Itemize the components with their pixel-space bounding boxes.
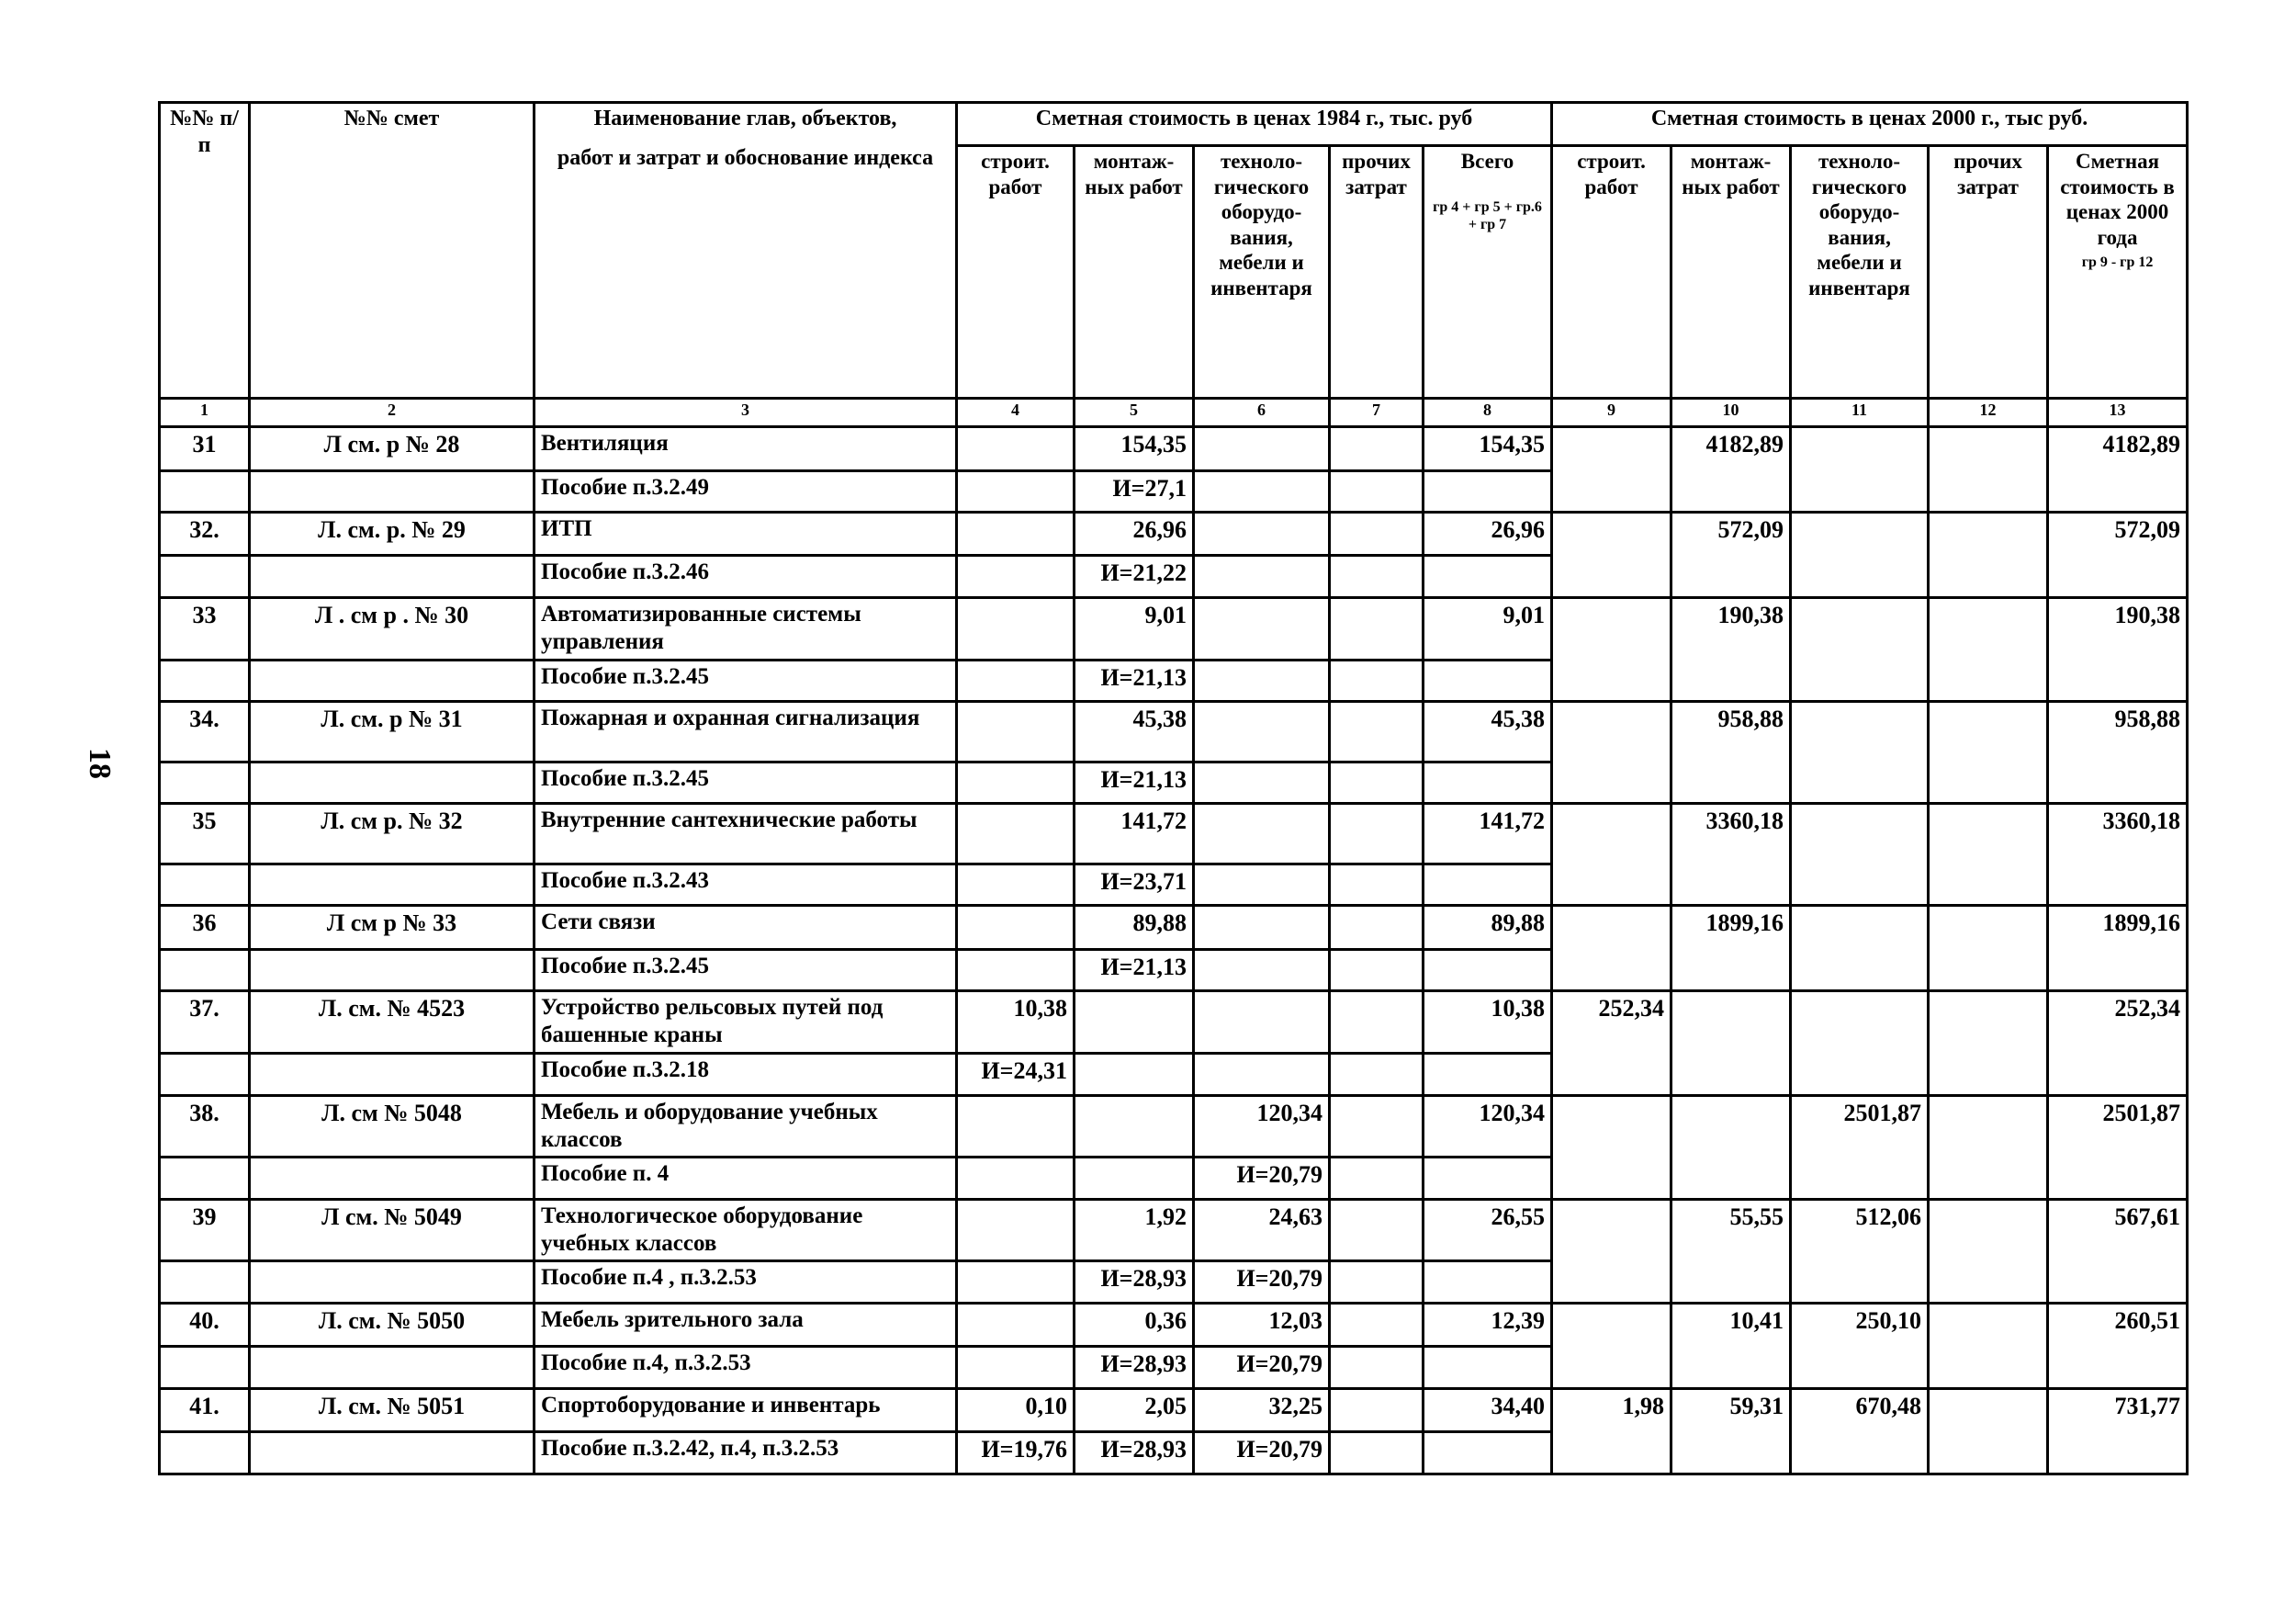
index-installation: И=27,1 — [1075, 470, 1194, 512]
index-basis: Пособие п.3.2.42, п.4, п.3.2.53 — [535, 1432, 957, 1474]
header-group-1984: Сметная стоимость в ценах 1984 г., тыс. руб — [957, 103, 1552, 146]
header-1984-installation: монтаж-ных работ — [1075, 146, 1194, 399]
value-1984-c4 — [957, 512, 1075, 556]
value-1984-c5: 141,72 — [1075, 804, 1194, 864]
value-1984-c4: 0,10 — [957, 1388, 1075, 1432]
value-1984-c5: 89,88 — [1075, 906, 1194, 950]
value-1984-c5: 0,36 — [1075, 1303, 1194, 1347]
value-2000-c11 — [1791, 906, 1929, 991]
value-2000-c12 — [1929, 1199, 2048, 1303]
column-number: 9 — [1552, 399, 1671, 427]
row-number-empty — [160, 556, 250, 597]
index-equipment: И=20,79 — [1194, 1261, 1330, 1303]
value-2000-c12 — [1929, 991, 2048, 1095]
value-2000-c9 — [1552, 804, 1671, 906]
item-name: Мебель и оборудование учебных классов — [535, 1095, 957, 1158]
row-number: 33 — [160, 597, 250, 660]
value-2000-c10: 958,88 — [1671, 702, 1791, 804]
index-installation — [1075, 1054, 1194, 1095]
value-1984-c6 — [1194, 597, 1330, 660]
table-row — [160, 804, 2188, 864]
column-number: 13 — [2048, 399, 2188, 427]
row-number: 32. — [160, 512, 250, 556]
row-number: 36 — [160, 906, 250, 950]
value-2000-c9: 252,34 — [1552, 991, 1671, 1095]
table-row — [160, 991, 2188, 1054]
index-equipment — [1194, 660, 1330, 701]
estimate-number: Л. см. № 5050 — [250, 1303, 535, 1347]
value-2000-c10: 190,38 — [1671, 597, 1791, 701]
column-number: 12 — [1929, 399, 2048, 427]
value-2000-c13: 260,51 — [2048, 1303, 2188, 1388]
estimate-number-empty — [250, 1432, 535, 1474]
value-1984-c5: 154,35 — [1075, 427, 1194, 471]
row-number-empty — [160, 470, 250, 512]
index-installation: И=23,71 — [1075, 864, 1194, 905]
value-2000-c9 — [1552, 597, 1671, 701]
index-construction — [957, 1261, 1075, 1303]
index-total-empty — [1424, 470, 1552, 512]
value-2000-c12 — [1929, 906, 2048, 991]
index-installation: И=21,13 — [1075, 660, 1194, 701]
column-number: 3 — [535, 399, 957, 427]
row-number-empty — [160, 1347, 250, 1388]
row-number: 39 — [160, 1199, 250, 1261]
header-1984-total — [1424, 146, 1552, 399]
estimate-number: Л см. № 5049 — [250, 1199, 535, 1261]
index-construction: И=19,76 — [957, 1432, 1075, 1474]
value-1984-c4 — [957, 1095, 1075, 1158]
header-1984-construction: строит. работ — [957, 146, 1075, 399]
value-1984-c6 — [1194, 427, 1330, 471]
estimate-number-empty — [250, 1347, 535, 1388]
index-other-empty — [1330, 470, 1424, 512]
row-number-empty — [160, 1432, 250, 1474]
value-1984-c6 — [1194, 512, 1330, 556]
header-2000-installation: монтаж-ных работ — [1671, 146, 1791, 399]
value-2000-c11 — [1791, 427, 1929, 513]
table-row — [160, 427, 2188, 471]
value-1984-c8: 45,38 — [1424, 702, 1552, 762]
value-2000-c9 — [1552, 1303, 1671, 1388]
header-1984-other: прочих затрат — [1330, 146, 1424, 399]
index-total-empty — [1424, 1158, 1552, 1199]
index-other-empty — [1330, 660, 1424, 701]
estimate-number: Л см. р № 28 — [250, 427, 535, 471]
item-name: Технологическое оборудование учебных классов — [535, 1199, 957, 1261]
value-1984-c6 — [1194, 906, 1330, 950]
value-2000-c12 — [1929, 427, 2048, 513]
value-1984-c5: 2,05 — [1075, 1388, 1194, 1432]
column-number-row — [160, 399, 2188, 427]
value-1984-c4 — [957, 804, 1075, 864]
item-name: Устройство рельсовых путей под башенные краны — [535, 991, 957, 1054]
value-1984-c8: 9,01 — [1424, 597, 1552, 660]
item-name: Мебель зрительного зала — [535, 1303, 957, 1347]
value-1984-c8: 141,72 — [1424, 804, 1552, 864]
index-total-empty — [1424, 1054, 1552, 1095]
header-1984-equipment: техноло-гического оборудо-вания, мебели и инвентаря — [1194, 146, 1330, 399]
index-basis: Пособие п.3.2.46 — [535, 556, 957, 597]
value-1984-c5: 45,38 — [1075, 702, 1194, 762]
value-2000-c10: 55,55 — [1671, 1199, 1791, 1303]
value-2000-c9 — [1552, 702, 1671, 804]
estimate-number-empty — [250, 556, 535, 597]
row-number: 31 — [160, 427, 250, 471]
row-number-empty — [160, 949, 250, 990]
header-estimate-no: №№ смет — [250, 103, 535, 399]
value-1984-c8: 154,35 — [1424, 427, 1552, 471]
value-1984-c4 — [957, 702, 1075, 762]
item-name: Сети связи — [535, 906, 957, 950]
index-equipment — [1194, 1054, 1330, 1095]
estimate-number: Л см р № 33 — [250, 906, 535, 950]
value-1984-c6: 12,03 — [1194, 1303, 1330, 1347]
index-other-empty — [1330, 556, 1424, 597]
page-number: 18 — [83, 748, 117, 779]
header-2000-total-label: Сметная стоимость в ценах 2000 года — [2060, 150, 2175, 249]
estimate-number: Л. см. № 4523 — [250, 991, 535, 1054]
estimate-number: Л. см. № 5051 — [250, 1388, 535, 1432]
value-1984-c4 — [957, 597, 1075, 660]
value-2000-c10: 1899,16 — [1671, 906, 1791, 991]
value-1984-c6: 24,63 — [1194, 1199, 1330, 1261]
index-equipment: И=20,79 — [1194, 1347, 1330, 1388]
value-2000-c11: 2501,87 — [1791, 1095, 1929, 1199]
header-2000-total — [2048, 146, 2188, 399]
table-row — [160, 1303, 2188, 1347]
column-number: 7 — [1330, 399, 1424, 427]
index-basis: Пособие п.3.2.45 — [535, 660, 957, 701]
value-2000-c13: 252,34 — [2048, 991, 2188, 1095]
value-1984-c8: 26,96 — [1424, 512, 1552, 556]
index-installation: И=21,22 — [1075, 556, 1194, 597]
row-number-empty — [160, 1158, 250, 1199]
estimate-number-empty — [250, 660, 535, 701]
estimate-number-empty — [250, 1054, 535, 1095]
index-equipment — [1194, 762, 1330, 803]
value-2000-c12 — [1929, 804, 2048, 906]
estimate-number-empty — [250, 762, 535, 803]
value-1984-c5: 26,96 — [1075, 512, 1194, 556]
column-number: 10 — [1671, 399, 1791, 427]
row-number: 35 — [160, 804, 250, 864]
header-group-2000: Сметная стоимость в ценах 2000 г., тыс руб. — [1552, 103, 2188, 146]
value-2000-c9 — [1552, 906, 1671, 991]
value-1984-c7 — [1330, 702, 1424, 762]
value-2000-c10: 3360,18 — [1671, 804, 1791, 906]
value-1984-c6: 32,25 — [1194, 1388, 1330, 1432]
table-body — [160, 427, 2188, 1474]
row-number: 38. — [160, 1095, 250, 1158]
estimate-number: Л. см. р. № 29 — [250, 512, 535, 556]
value-1984-c7 — [1330, 512, 1424, 556]
index-basis: Пособие п.3.2.43 — [535, 864, 957, 905]
index-construction — [957, 660, 1075, 701]
value-2000-c11: 670,48 — [1791, 1388, 1929, 1474]
table-row — [160, 906, 2188, 950]
value-1984-c8: 120,34 — [1424, 1095, 1552, 1158]
value-2000-c9 — [1552, 1199, 1671, 1303]
row-number-empty — [160, 1054, 250, 1095]
table-row — [160, 1388, 2188, 1432]
index-construction — [957, 1158, 1075, 1199]
value-2000-c10 — [1671, 991, 1791, 1095]
row-number: 40. — [160, 1303, 250, 1347]
index-other-empty — [1330, 864, 1424, 905]
estimate-number-empty — [250, 949, 535, 990]
value-2000-c10: 59,31 — [1671, 1388, 1791, 1474]
value-1984-c5: 1,92 — [1075, 1199, 1194, 1261]
column-number: 5 — [1075, 399, 1194, 427]
value-1984-c4 — [957, 906, 1075, 950]
index-total-empty — [1424, 864, 1552, 905]
value-1984-c8: 26,55 — [1424, 1199, 1552, 1261]
item-name: Спортоборудование и инвентарь — [535, 1388, 957, 1432]
value-1984-c7 — [1330, 1199, 1424, 1261]
value-2000-c12 — [1929, 1303, 2048, 1388]
value-2000-c13: 1899,16 — [2048, 906, 2188, 991]
item-name: Вентиляция — [535, 427, 957, 471]
value-2000-c11 — [1791, 597, 1929, 701]
column-number: 1 — [160, 399, 250, 427]
index-construction — [957, 864, 1075, 905]
value-2000-c12 — [1929, 702, 2048, 804]
value-2000-c10 — [1671, 1095, 1791, 1199]
value-1984-c6 — [1194, 991, 1330, 1054]
value-1984-c7 — [1330, 1388, 1424, 1432]
index-construction — [957, 949, 1075, 990]
value-1984-c7 — [1330, 1303, 1424, 1347]
header-name-line1: Наименование глав, объектов, — [593, 107, 897, 130]
estimate-number-empty — [250, 1158, 535, 1199]
index-equipment: И=20,79 — [1194, 1432, 1330, 1474]
index-construction — [957, 1347, 1075, 1388]
table-row — [160, 597, 2188, 660]
column-number: 6 — [1194, 399, 1330, 427]
value-2000-c13: 190,38 — [2048, 597, 2188, 701]
value-2000-c9 — [1552, 427, 1671, 513]
index-total-empty — [1424, 1432, 1552, 1474]
column-number: 2 — [250, 399, 535, 427]
header-2000-other: прочих затрат — [1929, 146, 2048, 399]
column-number: 8 — [1424, 399, 1552, 427]
value-2000-c13: 3360,18 — [2048, 804, 2188, 906]
index-equipment — [1194, 864, 1330, 905]
header-2000-construction: строит. работ — [1552, 146, 1671, 399]
value-1984-c5 — [1075, 1095, 1194, 1158]
value-2000-c11 — [1791, 512, 1929, 597]
index-basis: Пособие п.3.2.45 — [535, 762, 957, 803]
value-2000-c12 — [1929, 1095, 2048, 1199]
index-other-empty — [1330, 1158, 1424, 1199]
item-name: Автоматизированные системы управления — [535, 597, 957, 660]
value-2000-c11 — [1791, 991, 1929, 1095]
index-total-empty — [1424, 1347, 1552, 1388]
item-name: Внутренние сантехнические работы — [535, 804, 957, 864]
value-2000-c12 — [1929, 1388, 2048, 1474]
index-installation: И=28,93 — [1075, 1347, 1194, 1388]
index-installation: И=28,93 — [1075, 1432, 1194, 1474]
header-name-line2: работ и затрат и обоснование индекса — [557, 145, 934, 170]
header-pp: №№ п/п — [160, 103, 250, 399]
index-construction — [957, 762, 1075, 803]
index-basis: Пособие п.4 , п.3.2.53 — [535, 1261, 957, 1303]
column-number: 11 — [1791, 399, 1929, 427]
value-1984-c5: 9,01 — [1075, 597, 1194, 660]
value-2000-c10: 572,09 — [1671, 512, 1791, 597]
index-other-empty — [1330, 949, 1424, 990]
value-1984-c8: 34,40 — [1424, 1388, 1552, 1432]
index-equipment — [1194, 470, 1330, 512]
row-number: 34. — [160, 702, 250, 762]
row-number: 37. — [160, 991, 250, 1054]
table-row — [160, 512, 2188, 556]
value-1984-c7 — [1330, 906, 1424, 950]
value-1984-c6: 120,34 — [1194, 1095, 1330, 1158]
value-1984-c8: 10,38 — [1424, 991, 1552, 1054]
value-2000-c13: 572,09 — [2048, 512, 2188, 597]
item-name: Пожарная и охранная сигнализация — [535, 702, 957, 762]
header-1984-total-label: Всего — [1460, 150, 1514, 173]
index-basis: Пособие п.3.2.45 — [535, 949, 957, 990]
index-construction — [957, 470, 1075, 512]
value-2000-c9: 1,98 — [1552, 1388, 1671, 1474]
index-construction: И=24,31 — [957, 1054, 1075, 1095]
index-other-empty — [1330, 1432, 1424, 1474]
estimate-number-empty — [250, 470, 535, 512]
value-2000-c9 — [1552, 1095, 1671, 1199]
row-number-empty — [160, 660, 250, 701]
value-2000-c12 — [1929, 512, 2048, 597]
estimate-table — [158, 101, 2189, 1475]
header-2000-equipment: техноло-гического оборудо-вания, мебели и инвентаря — [1791, 146, 1929, 399]
index-total-empty — [1424, 660, 1552, 701]
index-installation: И=21,13 — [1075, 762, 1194, 803]
estimate-number: Л. см № 5048 — [250, 1095, 535, 1158]
index-total-empty — [1424, 556, 1552, 597]
index-basis: Пособие п.3.2.49 — [535, 470, 957, 512]
value-1984-c7 — [1330, 1095, 1424, 1158]
estimate-number-empty — [250, 1261, 535, 1303]
value-2000-c13: 4182,89 — [2048, 427, 2188, 513]
index-other-empty — [1330, 1054, 1424, 1095]
index-equipment — [1194, 556, 1330, 597]
index-installation — [1075, 1158, 1194, 1199]
index-installation: И=28,93 — [1075, 1261, 1194, 1303]
item-name: ИТП — [535, 512, 957, 556]
estimate-number: Л. см. р № 31 — [250, 702, 535, 762]
value-1984-c8: 12,39 — [1424, 1303, 1552, 1347]
value-1984-c7 — [1330, 597, 1424, 660]
index-basis: Пособие п.4, п.3.2.53 — [535, 1347, 957, 1388]
row-number-empty — [160, 1261, 250, 1303]
value-2000-c10: 10,41 — [1671, 1303, 1791, 1388]
column-number: 4 — [957, 399, 1075, 427]
index-total-empty — [1424, 1261, 1552, 1303]
value-1984-c4 — [957, 1303, 1075, 1347]
value-2000-c13: 2501,87 — [2048, 1095, 2188, 1199]
index-total-empty — [1424, 762, 1552, 803]
value-2000-c12 — [1929, 597, 2048, 701]
header-2000-total-formula: гр 9 - гр 12 — [2081, 254, 2154, 271]
row-number-empty — [160, 864, 250, 905]
index-installation: И=21,13 — [1075, 949, 1194, 990]
value-2000-c13: 958,88 — [2048, 702, 2188, 804]
estimate-number-empty — [250, 864, 535, 905]
value-1984-c6 — [1194, 804, 1330, 864]
table-row — [160, 702, 2188, 762]
row-number-empty — [160, 762, 250, 803]
index-equipment: И=20,79 — [1194, 1158, 1330, 1199]
row-number: 41. — [160, 1388, 250, 1432]
value-1984-c7 — [1330, 804, 1424, 864]
value-2000-c10: 4182,89 — [1671, 427, 1791, 513]
value-1984-c5 — [1075, 991, 1194, 1054]
index-basis: Пособие п. 4 — [535, 1158, 957, 1199]
estimate-number: Л . см р . № 30 — [250, 597, 535, 660]
table-row — [160, 1095, 2188, 1158]
header-1984-total-formula: гр 4 + гр 5 + гр.6 + гр 7 — [1433, 198, 1542, 232]
value-1984-c4 — [957, 427, 1075, 471]
index-other-empty — [1330, 1347, 1424, 1388]
value-1984-c4: 10,38 — [957, 991, 1075, 1054]
value-1984-c7 — [1330, 991, 1424, 1054]
value-2000-c11: 512,06 — [1791, 1199, 1929, 1303]
value-2000-c11 — [1791, 702, 1929, 804]
index-basis: Пособие п.3.2.18 — [535, 1054, 957, 1095]
value-2000-c11 — [1791, 804, 1929, 906]
value-1984-c8: 89,88 — [1424, 906, 1552, 950]
value-2000-c13: 567,61 — [2048, 1199, 2188, 1303]
estimate-number: Л. см р. № 32 — [250, 804, 535, 864]
index-other-empty — [1330, 1261, 1424, 1303]
header-name — [535, 103, 957, 399]
value-2000-c9 — [1552, 512, 1671, 597]
value-2000-c11: 250,10 — [1791, 1303, 1929, 1388]
table-row — [160, 1199, 2188, 1261]
value-1984-c4 — [957, 1199, 1075, 1261]
index-equipment — [1194, 949, 1330, 990]
value-1984-c6 — [1194, 702, 1330, 762]
index-other-empty — [1330, 762, 1424, 803]
value-2000-c13: 731,77 — [2048, 1388, 2188, 1474]
value-1984-c7 — [1330, 427, 1424, 471]
index-construction — [957, 556, 1075, 597]
index-total-empty — [1424, 949, 1552, 990]
